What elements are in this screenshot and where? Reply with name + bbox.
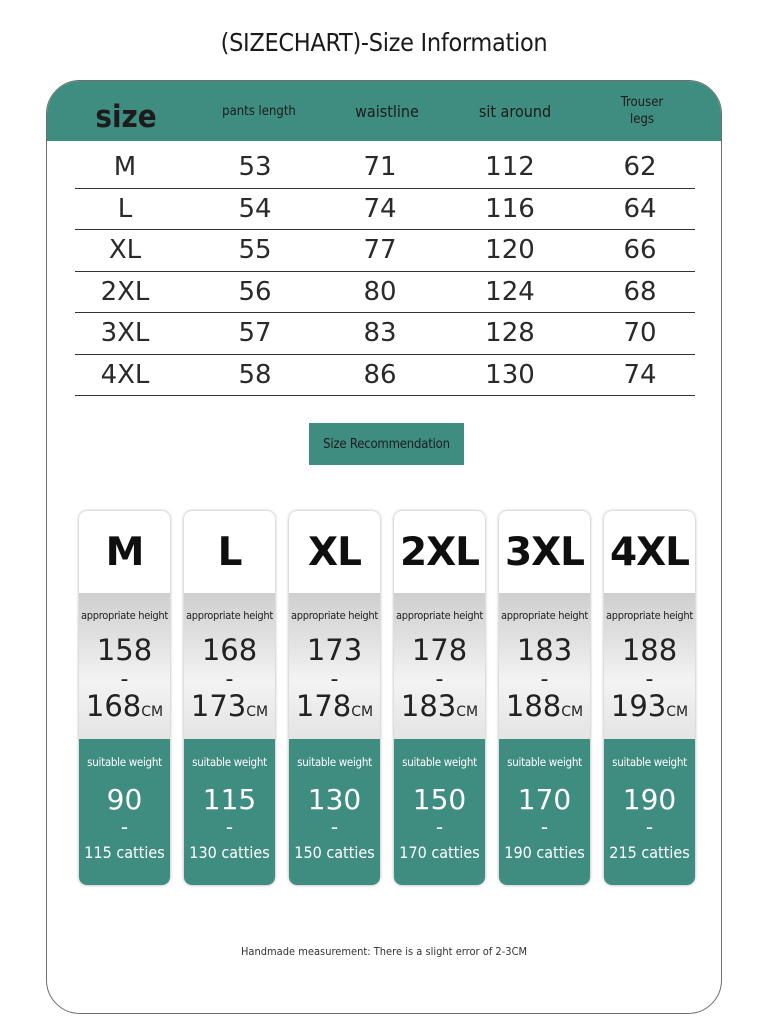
cell-pants-length: 55 xyxy=(238,235,272,265)
height-high-wrap xyxy=(184,689,275,723)
cell-sit-around: 128 xyxy=(485,318,535,348)
cell-sit-around: 120 xyxy=(485,235,535,265)
size-card-3xl xyxy=(499,511,590,885)
size-card-m xyxy=(79,511,170,885)
weight-caption: suitable weight xyxy=(192,755,267,769)
cell-size: XL xyxy=(108,235,142,265)
height-unit: CM xyxy=(246,704,269,720)
header-waistline: waistline xyxy=(355,101,419,121)
header-sit-around: sit around xyxy=(478,101,552,121)
height-panel xyxy=(79,593,170,739)
height-unit: CM xyxy=(351,704,374,720)
cell-size: 3XL xyxy=(100,318,150,348)
height-caption: appropriate height xyxy=(501,609,588,622)
weight-dash: - xyxy=(330,815,339,839)
height-high-wrap xyxy=(604,689,695,723)
height-panel xyxy=(184,593,275,739)
height-high: 173 xyxy=(190,689,247,723)
measurement-footnote: Handmade measurement: There is a slight error of 2-3CM xyxy=(240,945,528,958)
size-label: 2XL xyxy=(399,529,480,575)
weight-low: 115 xyxy=(202,783,257,816)
height-high-wrap xyxy=(79,689,170,723)
height-dash: - xyxy=(330,667,339,692)
size-chart-card xyxy=(46,80,722,1014)
cell-pants-length: 53 xyxy=(238,152,272,182)
height-low: 173 xyxy=(306,633,363,667)
table-row xyxy=(75,189,695,231)
height-unit: CM xyxy=(666,704,689,720)
height-panel xyxy=(394,593,485,739)
size-label: L xyxy=(217,529,242,575)
header-size: size xyxy=(95,99,157,135)
weight-caption: suitable weight xyxy=(612,755,687,769)
size-card-l xyxy=(184,511,275,885)
weight-panel xyxy=(184,739,275,885)
height-caption: appropriate height xyxy=(186,609,273,622)
weight-high: 115 catties xyxy=(84,843,165,862)
weight-high: 170 catties xyxy=(399,843,480,862)
cell-waistline: 80 xyxy=(363,276,397,307)
weight-dash: - xyxy=(435,815,444,839)
height-panel xyxy=(604,593,695,739)
cell-pants-length: 56 xyxy=(238,276,272,307)
cell-waistline: 71 xyxy=(363,152,397,182)
height-high: 178 xyxy=(295,689,352,723)
cell-trouser-legs: 70 xyxy=(623,318,657,348)
height-caption: appropriate height xyxy=(396,609,483,622)
table-row xyxy=(75,313,695,355)
height-high-wrap xyxy=(394,689,485,723)
height-caption: appropriate height xyxy=(606,609,693,622)
table-row xyxy=(75,355,695,397)
height-dash: - xyxy=(120,667,129,692)
weight-high: 150 catties xyxy=(294,843,375,862)
height-panel xyxy=(289,593,380,739)
cell-pants-length: 54 xyxy=(238,193,272,224)
size-card-4xl xyxy=(604,511,695,885)
height-low: 183 xyxy=(516,633,573,667)
weight-caption: suitable weight xyxy=(507,755,582,769)
weight-panel xyxy=(394,739,485,885)
weight-panel xyxy=(604,739,695,885)
size-label: 3XL xyxy=(504,529,585,575)
weight-caption: suitable weight xyxy=(297,755,372,769)
cell-waistline: 83 xyxy=(363,318,397,348)
cell-sit-around: 130 xyxy=(485,359,535,390)
cell-sit-around: 112 xyxy=(485,152,535,182)
height-high: 193 xyxy=(610,689,667,723)
weight-panel xyxy=(79,739,170,885)
height-dash: - xyxy=(435,667,444,692)
weight-panel xyxy=(499,739,590,885)
weight-high: 130 catties xyxy=(189,843,270,862)
height-panel xyxy=(499,593,590,739)
weight-low: 190 xyxy=(622,783,677,816)
cell-pants-length: 58 xyxy=(238,359,272,390)
cell-sit-around: 124 xyxy=(485,276,535,307)
size-recommendation-button[interactable]: Size Recommendation xyxy=(309,423,464,465)
weight-caption: suitable weight xyxy=(87,755,162,769)
cell-waistline: 77 xyxy=(363,235,397,265)
cell-waistline: 74 xyxy=(363,193,397,224)
cell-trouser-legs: 64 xyxy=(623,193,657,224)
cell-size: M xyxy=(113,152,137,182)
height-caption: appropriate height xyxy=(291,609,378,622)
size-card-xl xyxy=(289,511,380,885)
weight-high: 215 catties xyxy=(609,843,690,862)
height-dash: - xyxy=(225,667,234,692)
height-unit: CM xyxy=(456,704,479,720)
size-label: 4XL xyxy=(609,529,690,575)
size-label: M xyxy=(105,529,144,575)
height-caption: appropriate height xyxy=(81,609,168,622)
height-dash: - xyxy=(645,667,654,692)
weight-low: 170 xyxy=(517,783,572,816)
header-pants-length: pants length xyxy=(222,103,296,119)
cell-trouser-legs: 62 xyxy=(623,152,657,182)
weight-high: 190 catties xyxy=(504,843,585,862)
weight-caption: suitable weight xyxy=(402,755,477,769)
height-low: 158 xyxy=(96,633,153,667)
table-row xyxy=(75,230,695,272)
height-low: 178 xyxy=(411,633,468,667)
height-low: 188 xyxy=(621,633,678,667)
size-table xyxy=(75,147,695,396)
cell-trouser-legs: 74 xyxy=(623,359,657,390)
header-trouser-legs: Trouser legs xyxy=(620,95,664,127)
height-high: 183 xyxy=(400,689,457,723)
cell-size: L xyxy=(117,193,133,224)
size-card-2xl xyxy=(394,511,485,885)
cell-size: 4XL xyxy=(100,359,150,390)
weight-low: 130 xyxy=(307,783,362,816)
height-high-wrap xyxy=(499,689,590,723)
cell-waistline: 86 xyxy=(363,359,397,390)
weight-low: 90 xyxy=(106,783,143,816)
size-label: XL xyxy=(308,529,361,575)
cell-trouser-legs: 66 xyxy=(623,235,657,265)
weight-dash: - xyxy=(225,815,234,839)
cell-trouser-legs: 68 xyxy=(623,276,657,307)
weight-dash: - xyxy=(645,815,654,839)
height-dash: - xyxy=(540,667,549,692)
height-high: 168 xyxy=(85,689,142,723)
height-unit: CM xyxy=(141,704,164,720)
cell-pants-length: 57 xyxy=(238,318,272,348)
table-row xyxy=(75,147,695,189)
height-low: 168 xyxy=(201,633,258,667)
cell-size: 2XL xyxy=(100,276,150,307)
weight-dash: - xyxy=(540,815,549,839)
table-header xyxy=(47,81,721,141)
height-unit: CM xyxy=(561,704,584,720)
page-title: (SIZECHART)-Size Information xyxy=(220,28,548,57)
cell-sit-around: 116 xyxy=(485,193,535,224)
weight-panel xyxy=(289,739,380,885)
weight-low: 150 xyxy=(412,783,467,816)
weight-dash: - xyxy=(120,815,129,839)
height-high-wrap xyxy=(289,689,380,723)
table-row xyxy=(75,272,695,314)
height-high: 188 xyxy=(505,689,562,723)
size-recommendation-cards xyxy=(79,511,695,885)
